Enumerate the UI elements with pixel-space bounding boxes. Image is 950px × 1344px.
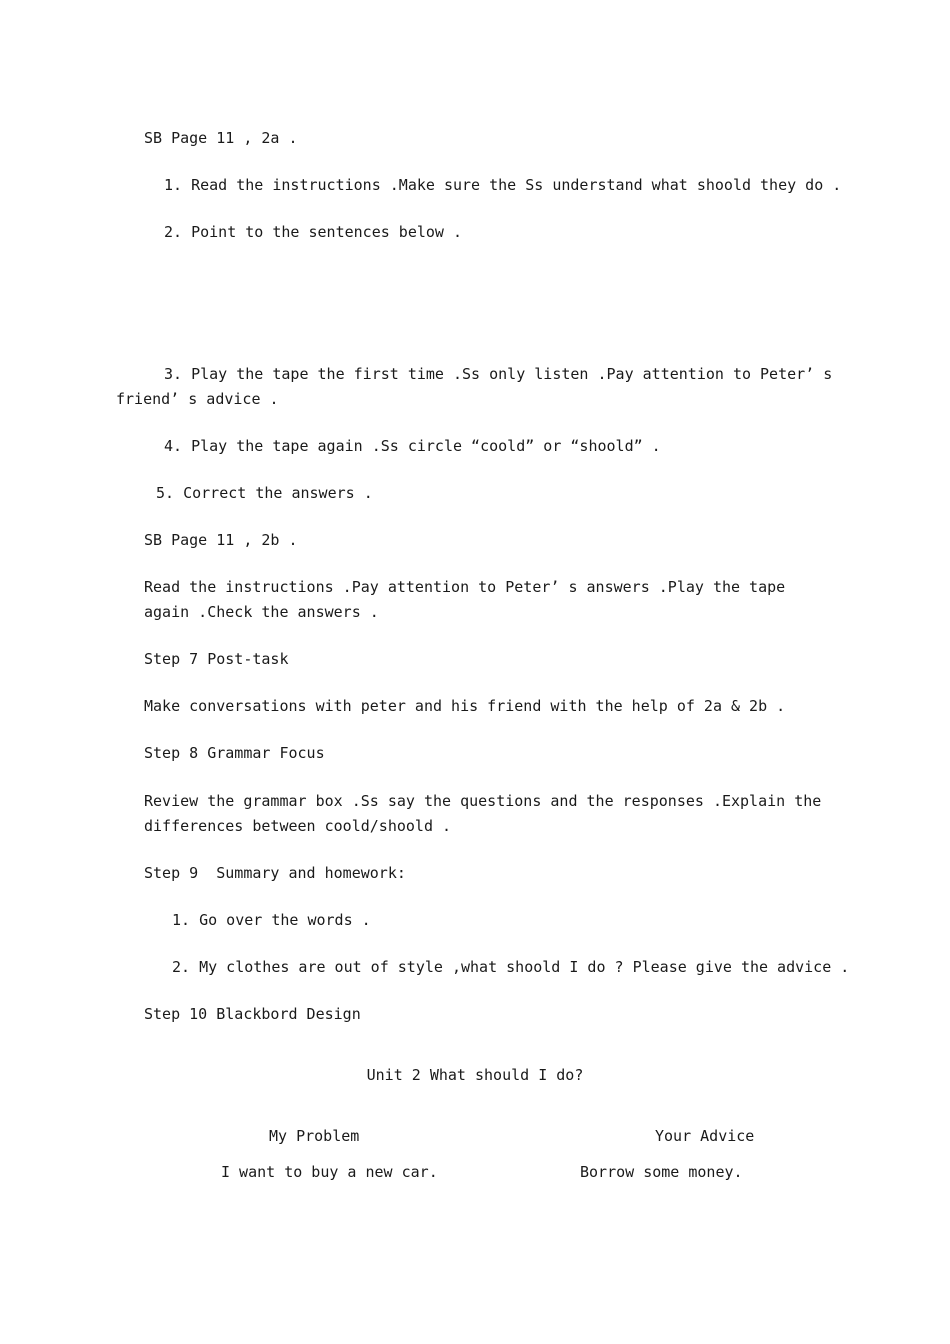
section-heading-2b: SB Page 11 , 2b . bbox=[144, 531, 298, 549]
list-item: 3. Play the tape the first time .Ss only listen .Pay attention to Peter’ s bbox=[164, 365, 833, 383]
list-item: 1. Read the instructions .Make sure the Ss understand what shoold they do . bbox=[164, 176, 842, 194]
list-item: 2. My clothes are out of style ,what shoold I do ? Please give the advice . bbox=[172, 958, 850, 976]
paragraph-line: Review the grammar box .Ss say the questions and the responses .Explain the bbox=[144, 792, 822, 810]
table-cell-problem: I want to buy a new car. bbox=[221, 1163, 438, 1181]
paragraph-line: again .Check the answers . bbox=[144, 603, 379, 621]
paragraph-line: Make conversations with peter and his friend with the help of 2a & 2b . bbox=[144, 697, 786, 715]
list-item: 1. Go over the words . bbox=[172, 911, 371, 929]
list-item: 2. Point to the sentences below . bbox=[164, 223, 463, 241]
list-item: 4. Play the tape again .Ss circle “coold” or “shoold” . bbox=[164, 437, 661, 455]
step-heading: Step 9 Summary and homework: bbox=[144, 864, 406, 882]
list-item-continuation: friend’ s advice . bbox=[116, 390, 279, 408]
step-heading: Step 10 Blackbord Design bbox=[144, 1005, 361, 1023]
blackboard-title: Unit 2 What should I do? bbox=[366, 1066, 584, 1084]
paragraph-line: differences between coold/shoold . bbox=[144, 817, 452, 835]
column-header-advice: Your Advice bbox=[655, 1127, 755, 1145]
section-heading-2a: SB Page 11 , 2a . bbox=[144, 129, 298, 147]
step-heading: Step 7 Post-task bbox=[144, 650, 289, 668]
list-item: 5. Correct the answers . bbox=[156, 484, 373, 502]
table-cell-advice: Borrow some money. bbox=[580, 1163, 743, 1181]
step-heading: Step 8 Grammar Focus bbox=[144, 744, 325, 762]
column-header-problem: My Problem bbox=[269, 1127, 360, 1145]
paragraph-line: Read the instructions .Pay attention to Peter’ s answers .Play the tape bbox=[144, 578, 786, 596]
